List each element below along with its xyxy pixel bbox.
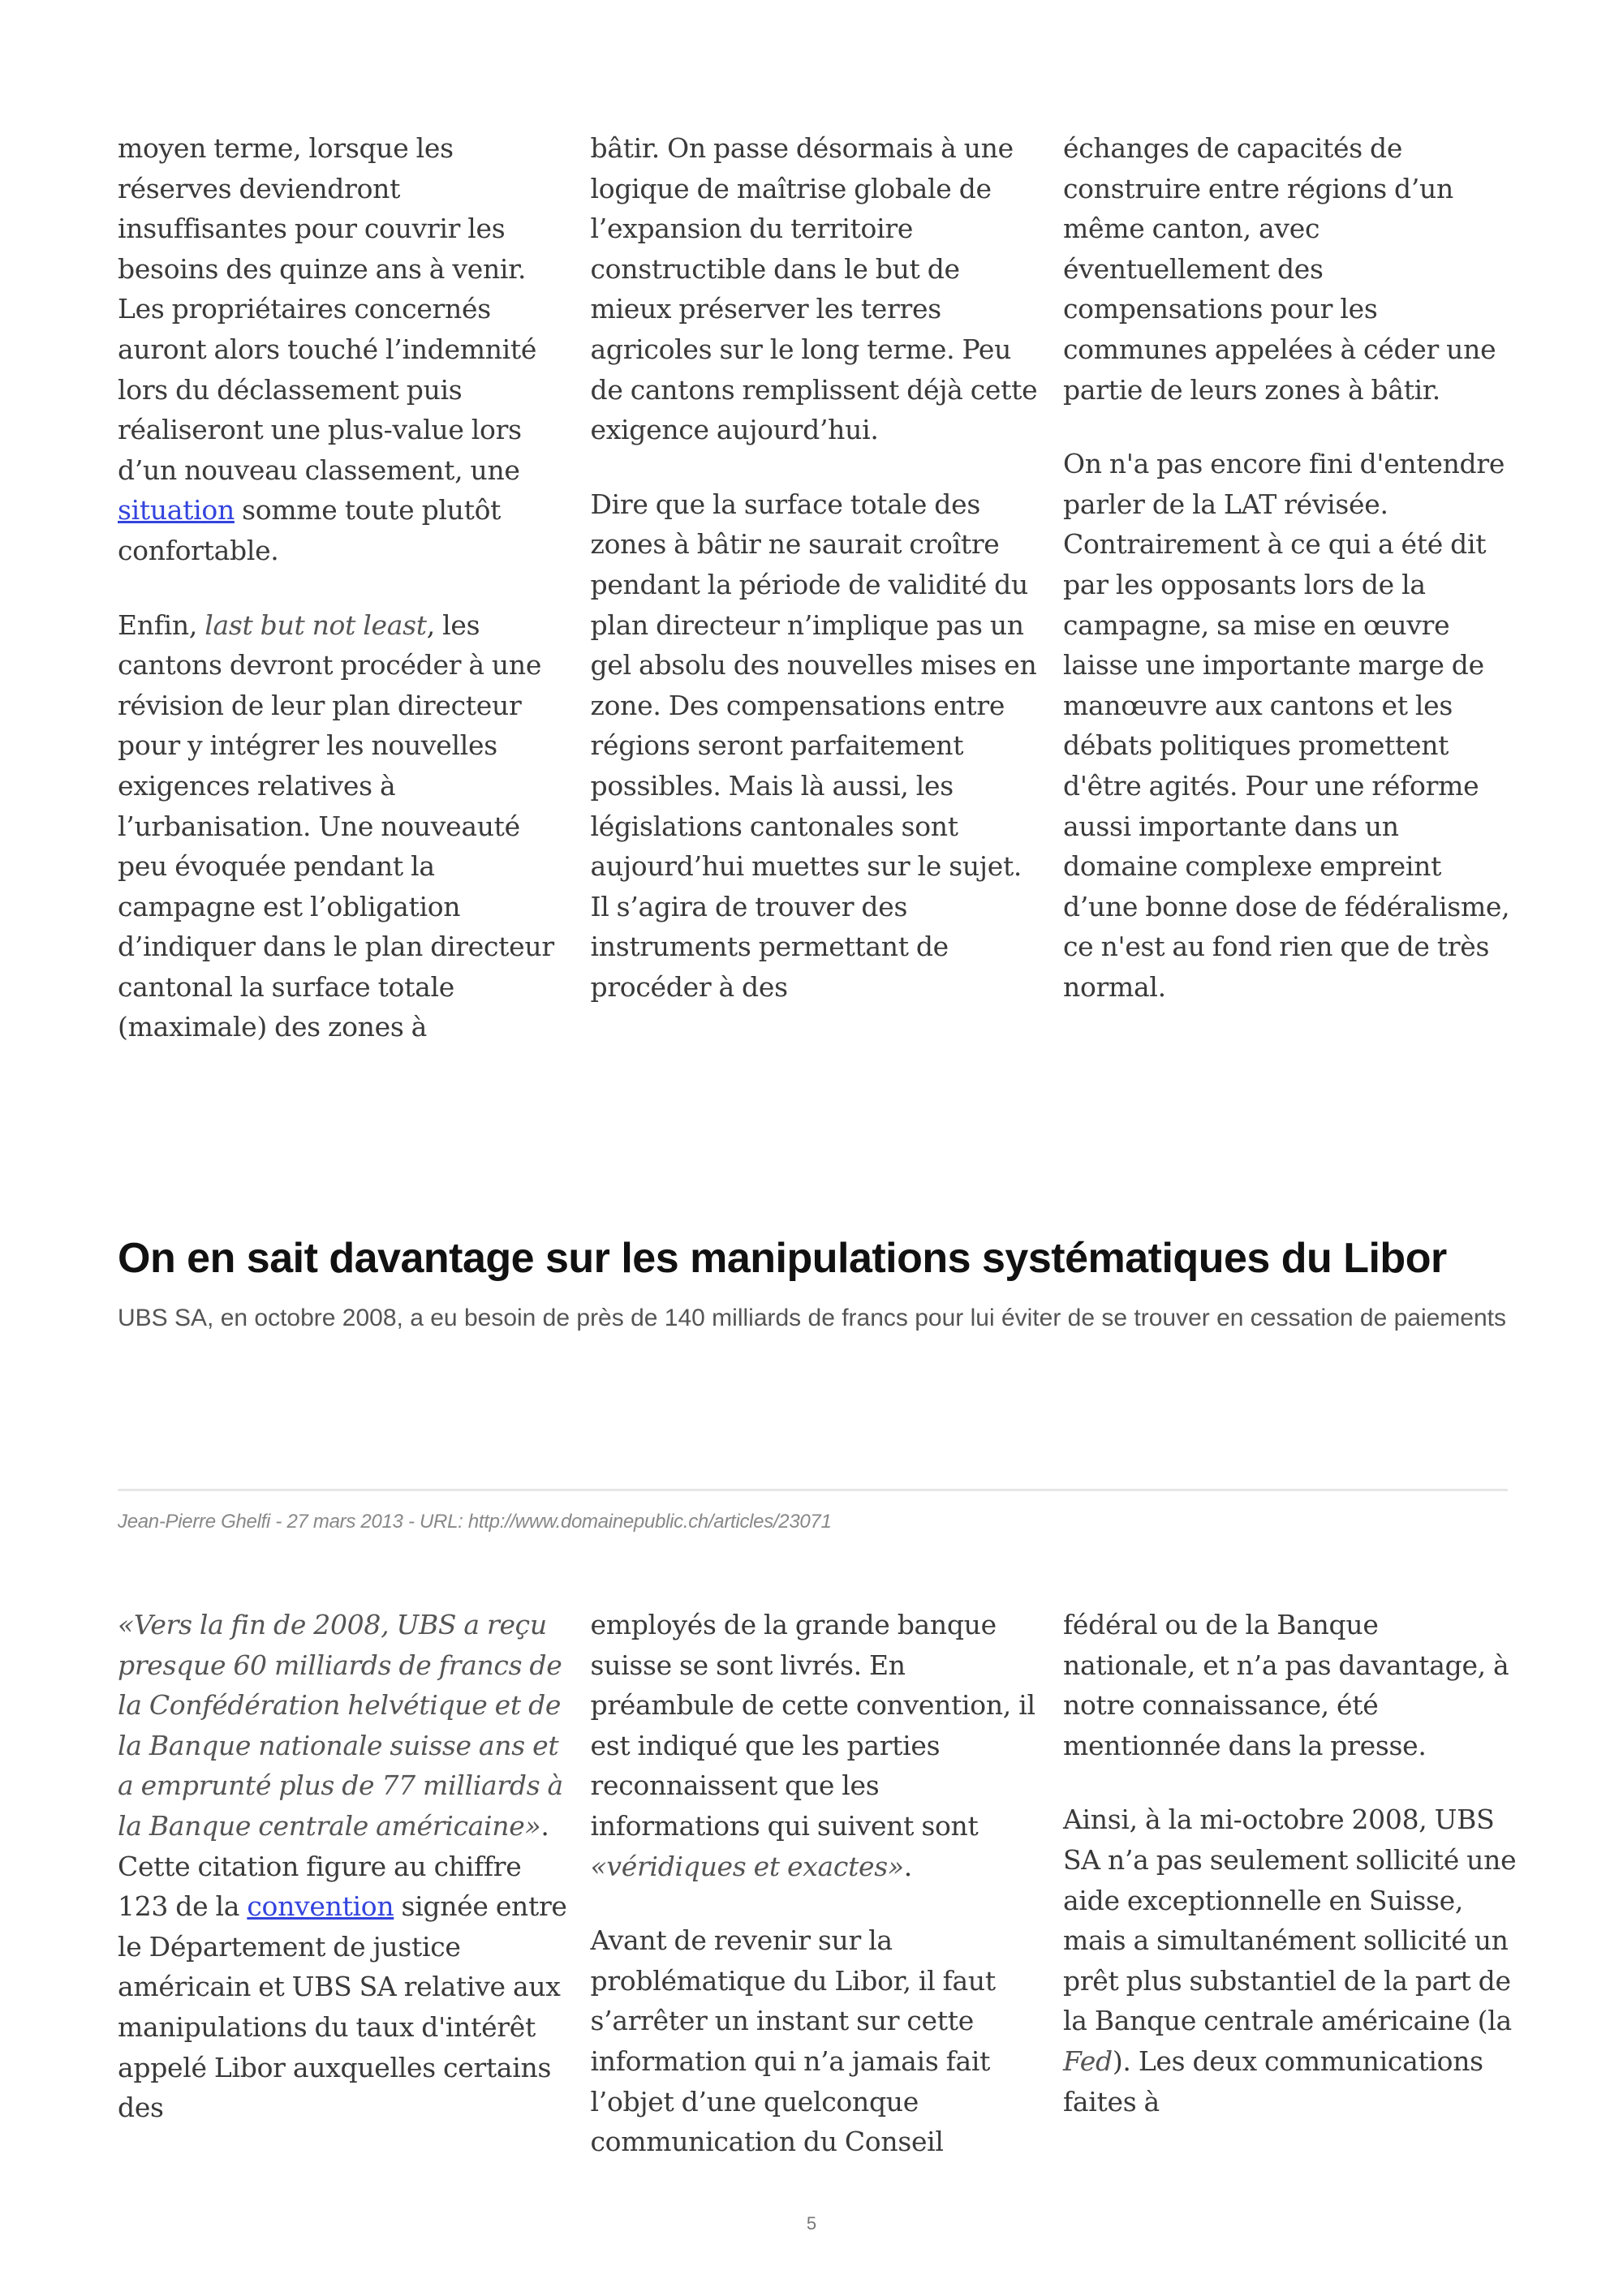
article-subtitle: UBS SA, en octobre 2008, a eu besoin de près de 140 milliards de francs pour lui éviter de se trouver en cessation de paiements [118, 1305, 1506, 1331]
previous-article-column-2 [591, 128, 1045, 1047]
italic-text: Fed [1063, 2044, 1113, 2077]
article-byline: Jean-Pierre Ghelfi - 27 mars 2013 - URL: http://www.domainepublic.ch/articles/23071 [118, 1511, 832, 1533]
paragraph [118, 128, 572, 571]
inline-link[interactable]: situation [118, 494, 235, 527]
paragraph [591, 128, 1045, 450]
text-run: On n'a pas encore fini d'entendre parler de la LAT révisée. Contrairement à ce qui a été dit par les opposants lors de la campagne, sa mise en œuvre laisse une importante marge de manœuvre aux cantons et les débats politiques promettent d'être agités. Pour une réforme aussi importante dans un domaine complexe empreint d’une bonne dose de fédéralisme, ce n'est au fond rien que de très normal. [1063, 448, 1510, 1003]
paragraph [1063, 1799, 1518, 2122]
article-column-3 [1063, 1605, 1518, 2162]
paragraph [118, 605, 572, 1048]
article-header [118, 1225, 1518, 1339]
text-run: échanges de capacités de construire entre régions d’un même canton, avec éventuellement des compensations pour les communes appelées à céder une partie de leurs zones à bâtir. [1063, 132, 1496, 406]
previous-article-columns [118, 128, 1518, 1047]
text-run: ). Les deux communications faites à [1063, 2044, 1483, 2118]
article-title: On en sait davantage sur les manipulations systématiques du Libor [118, 1235, 1447, 1282]
text-run: . [903, 1850, 912, 1882]
previous-article-column-3 [1063, 128, 1518, 1047]
page-number: 5 [806, 2213, 817, 2234]
text-run: bâtir. On passe désormais à une logique de maîtrise globale de l’expansion du territoire constructible dans le but de mieux préserver les terres agricoles sur le long terme. Peu de cantons remplissent déjà cette exigence aujourd’hui. [590, 132, 1038, 446]
text-run: Enfin, [118, 608, 205, 641]
paragraph [591, 484, 1045, 1008]
inline-link[interactable]: convention [247, 1890, 394, 1923]
italic-text: «véridiques et exactes» [590, 1850, 904, 1882]
paragraph [118, 1605, 572, 2128]
previous-article-column-1 [118, 128, 572, 1047]
text-run: somme toute plutôt confortable. [118, 494, 502, 566]
paragraph [1063, 1605, 1518, 1765]
paragraph [1063, 128, 1518, 410]
article-column-1 [118, 1605, 572, 2162]
article-column-2 [591, 1605, 1045, 2162]
header-divider [118, 1489, 1508, 1491]
paragraph [591, 1920, 1045, 2162]
text-run: Ainsi, à la mi-octobre 2008, UBS SA n’a pas seulement sollicité une aide exceptionnelle en Suisse, mais a simultanément sollicité un prêt plus substantiel de la part de la Banque centrale américaine (la [1063, 1804, 1517, 2037]
italic-text: last but not least [204, 608, 427, 641]
text-run: signée entre le Département de justice américain et UBS SA relative aux manipulations du taux d'intérêt appelé Libor auxquelles certains des [118, 1890, 567, 2124]
article-columns [118, 1605, 1518, 2162]
paragraph [1063, 444, 1518, 1007]
text-run: , les cantons devront procéder à une révision de leur plan directeur pour y intégrer les nouvelles exigences relatives à l’urbanisation. Une nouveauté peu évoquée pendant la campagne est l’obligation d’indiquer dans le plan directeur cantonal la surface totale (maximale) des zones à [118, 608, 554, 1043]
paragraph [591, 1605, 1045, 1886]
text-run: Avant de revenir sur la problématique du Libor, il faut s’arrêter un instant sur cette information qui n’a jamais fait l’objet d’une quelconque communication du Conseil [590, 1924, 996, 2158]
text-run: moyen terme, lorsque les réserves deviendront insuffisantes pour couvrir les besoins des quinze ans à venir. Les propriétaires concernés auront alors touché l’indemnité lors du déclassement puis réaliseront une plus-value lors d’un nouveau classement, une [118, 132, 537, 486]
text-run: employés de la grande banque suisse se sont livrés. En préambule de cette convention, il est indiqué que les parties reconnaissent que les informations qui suivent sont [590, 1609, 1035, 1842]
text-run: . Cette citation figure au chiffre 123 de la [118, 1809, 549, 1923]
italic-text: «Vers la fin de 2008, UBS a reçu presque 60 milliards de francs de la Confédération helvétique et de la Banque nationale suisse ans et a emprunté plus de 77 milliards à la Banque centrale américaine» [118, 1609, 563, 1842]
text-run: Dire que la surface totale des zones à bâtir ne saurait croître pendant la période de validité du plan directeur n’implique pas un gel absolu des nouvelles mises en zone. Des compensations entre régions seront parfaitement possibles. Mais là aussi, les législations cantonales sont aujourd’hui muettes sur le sujet. Il s’agira de trouver des instruments permettant de procéder à des [590, 488, 1037, 1003]
text-run: fédéral ou de la Banque nationale, et n’a pas davantage, à notre connaissance, été mentionnée dans la presse. [1063, 1609, 1509, 1761]
